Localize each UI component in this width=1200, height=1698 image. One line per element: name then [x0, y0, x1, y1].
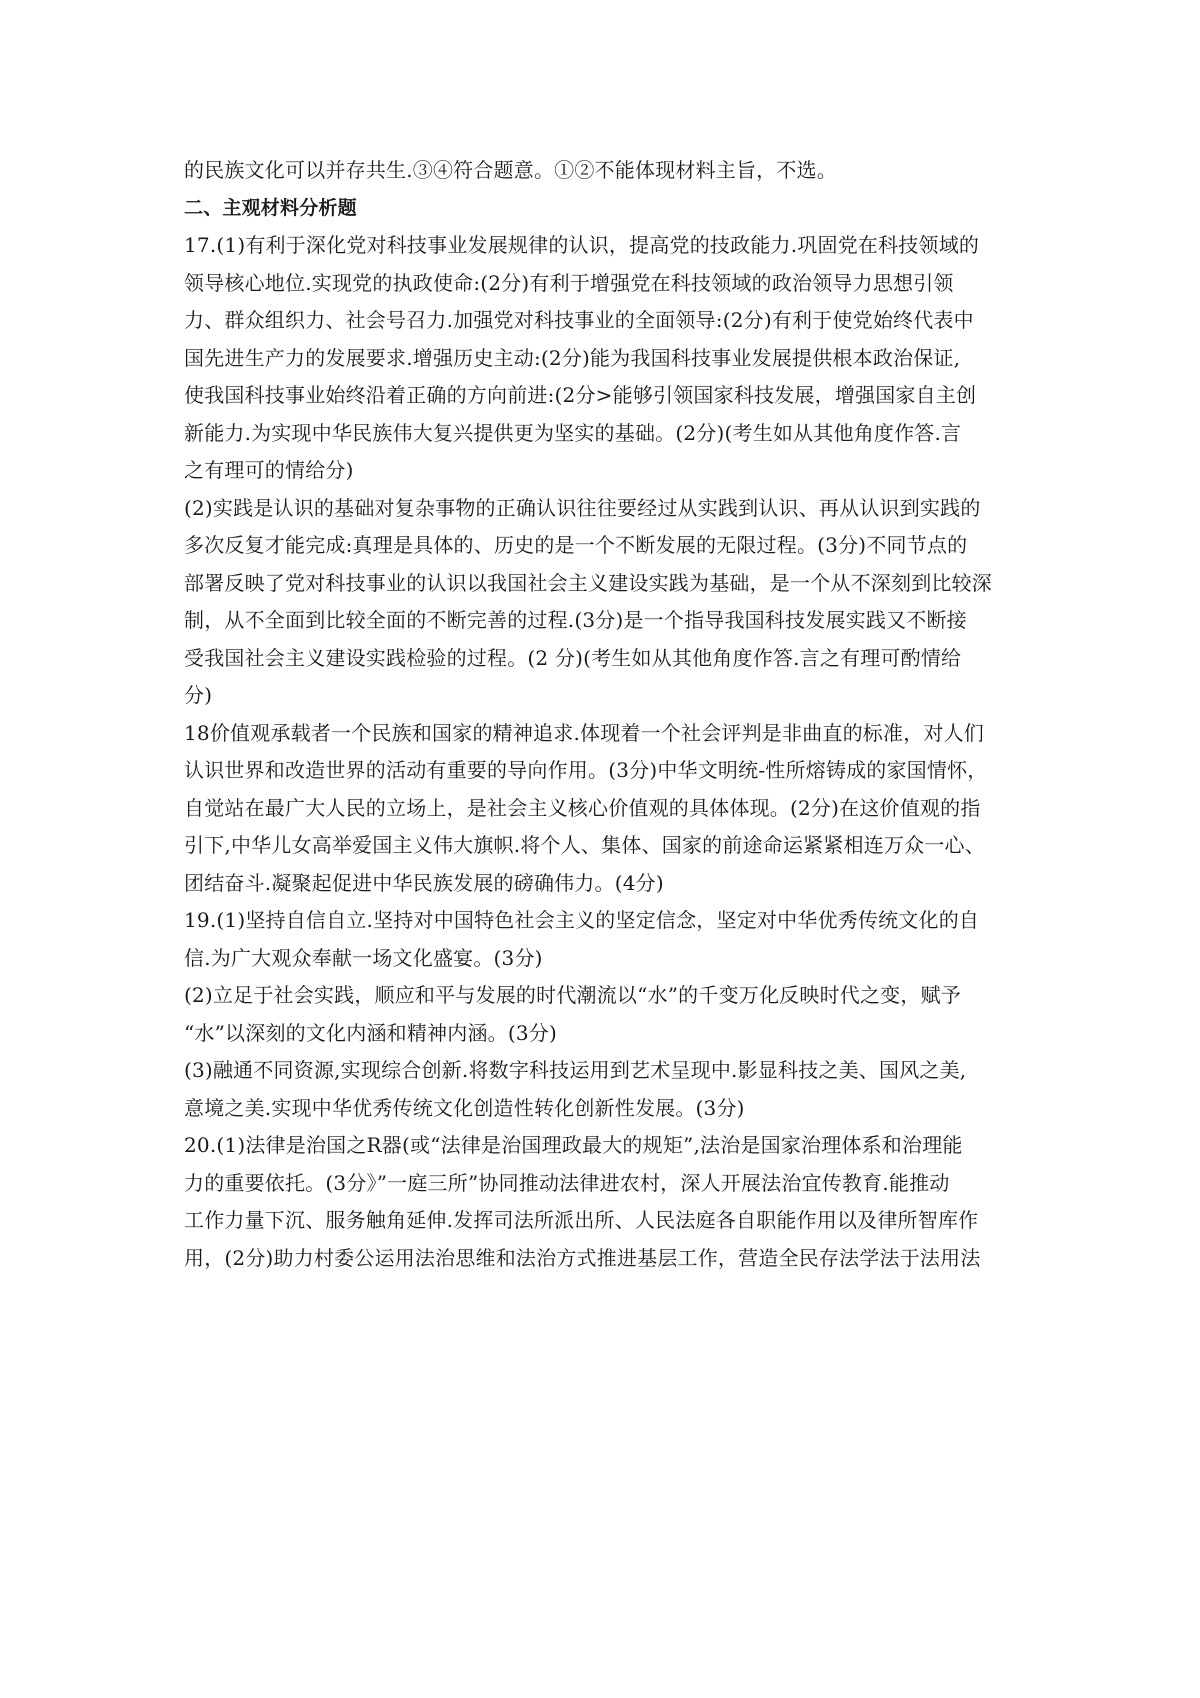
text-line: 受我国社会主义建设实践检验的过程。(2 分)(考生如从其他角度作答.言之有理可酌情给 — [184, 645, 962, 670]
text-line: 自觉站在最广大人民的立场上，是社会主义核心价值观的具体体现。(2分)在这价值观的指 — [184, 795, 981, 820]
text-line: “水”以深刻的文化内涵和精神内涵。(3分) — [184, 1020, 557, 1045]
text-line: 力、群众组织力、社会号召力.加强党对科技事业的全面领导:(2分)有利于使党始终代表中 — [184, 308, 974, 332]
text-line: 之有理可的情给分) — [184, 458, 354, 482]
text-line: (2)立足于社会实践，顺应和平与发展的时代潮流以“水”的千变万化反映时代之变，赋予 — [184, 983, 961, 1007]
text-line: 新能力.为实现中华民族伟大复兴提供更为坚实的基础。(2分)(考生如从其他角度作答.言 — [184, 420, 962, 445]
text-line: 力的重要依托。(3分》”一庭三所”协同推动法律进农村，深人开展法治宜传教育.能推动 — [184, 1170, 950, 1195]
text-line: 的民族文化可以并存共生.③④符合题意。①②不能体现材料主旨，不选。 — [184, 158, 837, 182]
text-line: 认识世界和改造世界的活动有重要的导向作用。(3分)中华文明统-性所熔铸成的家国情怀， — [184, 758, 988, 782]
text-line: 18价值观承载者一个民族和国家的精神追求.体现着一个社会评判是非曲直的标准，对人们 — [184, 720, 985, 745]
text-line: 团结奋斗.凝聚起促进中华民族发展的磅确伟力。(4分) — [184, 870, 664, 895]
text-line: 引下,中华儿女高举爱国主义伟大旗帜.将个人、集体、国家的前途命运紧紧相连万众一心、 — [184, 833, 985, 857]
text-line: 意境之美.实现中华优秀传统文化创造性转化创新性发展。(3分) — [184, 1095, 745, 1120]
answer-text-body — [184, 152, 1030, 1277]
text-line: (3)融通不同资源,实现综合创新.将数字科技运用到艺术呈现中.影显科技之美、国风之美, — [184, 1058, 967, 1082]
text-line: 用，(2分)助力村委公运用法治思维和法治方式推进基层工作，营造全民存法学法于法用法 — [184, 1245, 981, 1270]
text-line: 工作力量下沉、服务触角延伸.发挥司法所派出所、人民法庭各自职能作用以及律所智库作 — [184, 1208, 979, 1232]
text-line: 领导核心地位.实现党的执政使命:(2分)有利于增强党在科技领域的政治领导力思想引领 — [184, 270, 954, 295]
text-line: 多次反复才能完成:真理是具体的、历史的是一个不断发展的无限过程。(3分)不同节点的 — [184, 533, 968, 557]
text-line: 国先进生产力的发展要求.增强历史主动:(2分)能为我国科技事业发展提供根本政治保证, — [184, 345, 961, 370]
text-line: 制，从不全面到比较全面的不断完善的过程.(3分)是一个指导我国科技发展实践又不断接 — [184, 608, 967, 632]
text-line: 19.(1)坚持自信自立.坚持对中国特色社会主义的坚定信念，坚定对中华优秀传统文化的自 — [184, 908, 980, 932]
section-heading: 二、主观材料分析题 — [184, 196, 357, 219]
text-line: 17.(1)有利于深化党对科技事业发展规律的认识，提高党的技政能力.巩固党在科技领域的 — [184, 233, 980, 257]
text-line: 部署反映了党对科技事业的认识以我国社会主义建设实践为基础，是一个从不深刻到比较深 — [184, 570, 992, 595]
text-line: 信.为广大观众奉献一场文化盛宴。(3分) — [184, 945, 543, 970]
text-line: 20.(1)法律是治国之R器(或“法律是治国理政最大的规矩”,法治是国家治理体系和治理能 — [184, 1133, 963, 1157]
text-line: (2)实践是认识的基础对复杂事物的正确认识往往要经过从实践到认识、再从认识到实践的 — [184, 495, 981, 520]
text-line: 分) — [184, 683, 213, 707]
text-line: 使我国科技事业始终沿着正确的方向前进:(2分>能够引领国家科技发展，增强国家自主创 — [184, 383, 977, 407]
